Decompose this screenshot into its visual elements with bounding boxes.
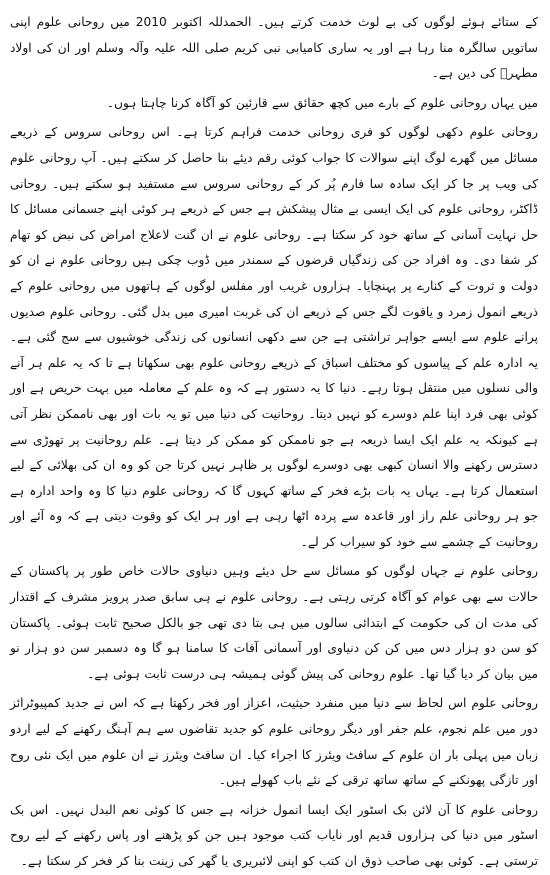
paragraph-5: روحانی علوم اس لحاظ سے دنیا میں منفرد حیثیت، اعزاز اور فخر رکھتا ہے کہ اس نے جدید کمپیوٹرائز دور میں علم نجوم، علم جفر اور دیگر روحانی علوم کو جدید تقاضوں سے ہم آہنگ رکھنے کے لیے اردو زبان میں پہلی بار ان علوم کے سافٹ ویئرز کا اجراء کیا۔ ان سافٹ ویئرز نے ان علوم میں ایک نئی روح اور تازگی پھونکنے کے ساتھ ساتھ ترقی کے نئے باب کھولے ہیں۔ bbox=[10, 696, 538, 788]
paragraph-3: روحانی علوم دکھی لوگوں کو فری روحانی خدمت فراہم کرتا ہے۔ اس روحانی سروس کے ذریعے مسائل میں گھرے لوگ اپنے سوالات کا جواب کوئی رقم دیئے بنا حاصل کر سکتے ہیں۔ آپ روحانی علوم کی ویب پر جا کر ایک سادہ سا فارم پُر کر کے روحانی سروس سے مستفید ہو سکتے ہیں۔ روحانی ڈاکٹر، روحانی علوم کی ایک ایسی بے مثال پیشکش ہے جس کے ذریعے ہر کوئی اپنے جسمانی مسائل کا حل نہایت آسانی کے ساتھ خود کر سکتا ہے۔ روحانی علوم نے ان گنت لاعلاج امراض کی نبض کو تھام کر شفا دی۔ وہ افراد جن کی زندگیاں قرضوں کے سمندر میں ڈوب چکی ہیں روحانی علوم نے ان کو دولت و ثروت کے کنارے پر پہنچایا۔ ہزاروں غریب اور مفلس لوگوں کے ہاتھوں میں روحانی علوم کے ذریعے انمول زمرد و یاقوت لگے جس کے ذریعے ان کی غربت امیری میں بدل گئی۔ روحانی علوم صدیوں پرانے علوم سے ایسے جواہر تراشتی ہے جن سے دکھی انسانوں کی زندگی خوشیوں سے سج گئی ہے۔ یہ ادارہ علم کے پیاسوں کو مختلف اسباق کے ذریعے روحانی علوم بھی سکھاتا ہے تا کہ یہ علم ہر آنے والی نسلوں میں منتقل ہوتا رہے۔ دنیا کا یہ دستور ہے کہ وہ علم کے معاملہ میں بہت حریص ہے اور کوئی بھی فرد اپنا علم دوسرے کو نہیں دیتا۔ روحانیت کی دنیا میں تو یہ بات اور بھی ناممکن نظر آتی ہے کیونکہ یہ علم ایک ایسا ذریعہ ہے جو ناممکن کو ممکن کر دیتا ہے۔ علم روحانیت پر تھوڑی سے دسترس رکھنے والا انسان کبھی بھی دوسرے لوگوں پر ظاہر نہیں کرتا جن کو وہ ان کی بھلائی کے لیے استعمال کرتا ہے۔ یہاں یہ بات بڑے فخر کے ساتھ کہوں گا کہ روحانی علوم دنیا کا وہ واحد ادارہ ہے جو ہر روحانی علم راز اور قاعدہ سے پردہ اٹھا رہی ہے اور ہر ایک کو وقوت دیتی ہے کہ وہ آئے اور روحانیت کے چشمے سے خود کو سیراب کر لے۔ bbox=[10, 125, 538, 549]
paragraph-6: روحانی علوم کا آن لائن بک اسٹور ایک ایسا انمول خزانہ ہے جس کا کوئی نعم البدل نہیں۔ اس بک اسٹور میں دنیا کی ہزاروں قدیم اور نایاب کتب موجود ہیں جن کو پڑھنے اور پاس رکھنے کے لیے روح ترستی ہے۔ کوئی بھی صاحب ذوق ان کتب کو اپنی لائبریری یا گھر کی زینت بنا کر فخر کر سکتا ہے۔ bbox=[10, 802, 538, 868]
paragraph-1: کے ستائے ہوئے لوگوں کی بے لوث خدمت کرتے ہیں۔ الحمدللہ اکتوبر 2010 میں روحانی علوم اپنی ساتویں سالگرہ منا رہا ہے اور یہ ساری کامیابی نبی کریم صلی اللہ علیہ وآلہ وسلم اور ان کی اولاد مطہرؑ کی دین ہے۔ bbox=[10, 15, 539, 81]
paragraph-4: روحانی علوم نے جہاں لوگوں کو مسائل سے حل دیئے وہیں دنیاوی حالات خاص طور پر پاکستان کے حالات سے بھی عوام کو آگاہ کرتی رہتی ہے۔ روحانی علوم نے ہی سابق صدر پرویز مشرف کے اقتدار کی مدت ان کی حکومت کے ابتدائی سالوں میں ہی بتا دی تھی جو بالکل صحیح ثابت ہوئی۔ پاکستان کو سن دو ہزار دس میں کن کن دنیاوی اور آسمانی آفات کا سامنا ہو گا وہ دسمبر سن دو ہزار نو میں بیان کر دیا گیا تھا۔ علوم روحانی کی پیش گوئی ہمیشہ ہی درست ثابت ہوئی ہے۔ bbox=[10, 564, 538, 681]
paragraph-2: میں یہاں روحانی علوم کے بارے میں کچھ حقائق سے قارئین کو آگاہ کرنا چاہتا ہوں۔ bbox=[106, 95, 538, 110]
